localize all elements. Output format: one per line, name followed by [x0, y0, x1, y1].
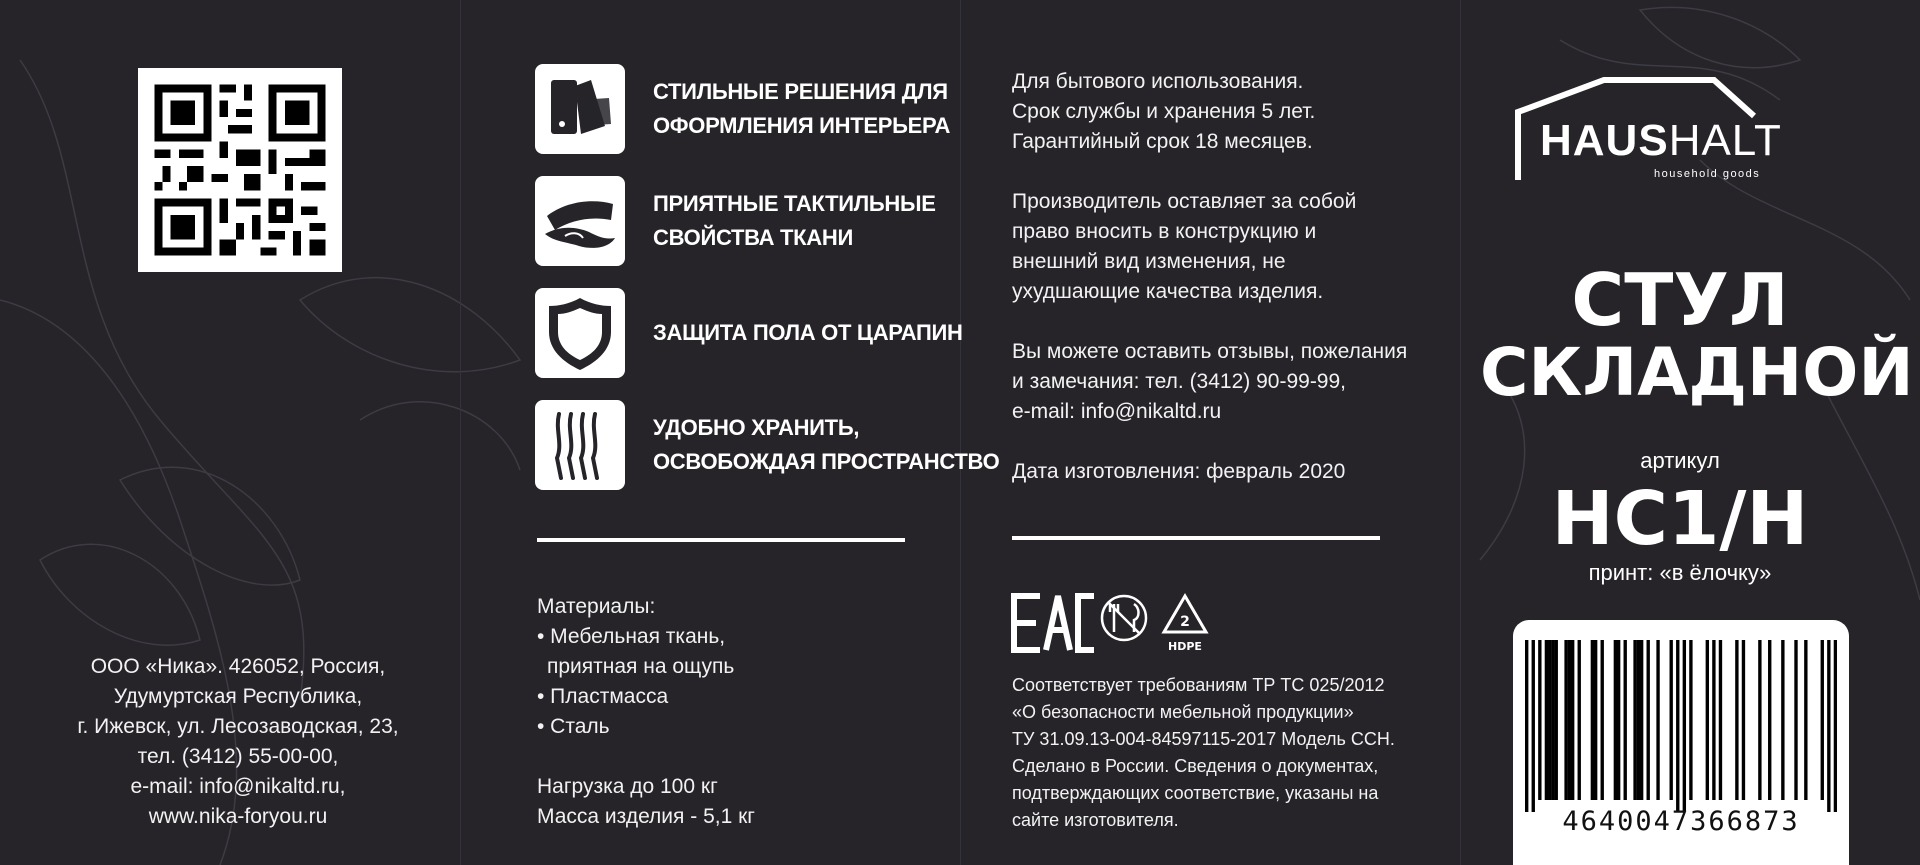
barcode-bar: [1545, 640, 1548, 800]
sku-code: HC1/H: [1551, 476, 1809, 562]
compliance-info: [1012, 672, 1395, 834]
product-info: [1012, 67, 1407, 517]
manufacture-date: [1012, 457, 1407, 487]
address-email-link[interactable]: e-mail: info@nikaltd.ru,: [130, 775, 346, 798]
barcode-bar: [1735, 640, 1738, 800]
info-line: Срок службы и хранения 5 лет.: [1012, 100, 1316, 123]
barcode-bar: [1834, 640, 1837, 812]
info-line: Гарантийный срок 18 месяцев.: [1012, 130, 1313, 153]
feature-line: УДОБНО ХРАНИТЬ,: [653, 415, 860, 440]
barcode-bar: [1637, 640, 1640, 800]
feedback-contacts: [1012, 337, 1407, 427]
barcode-bar: [1821, 640, 1824, 800]
product-specs: [537, 772, 755, 832]
barcode-bar: [1538, 640, 1541, 800]
manufacturer-rights: [1012, 187, 1407, 307]
compliance-line: Соответствует требованиям ТР ТС 025/2012: [1012, 675, 1385, 695]
info-line: Производитель оставляет за собой: [1012, 190, 1357, 213]
barcode-bar: [1719, 640, 1722, 800]
recycle-number: 2: [1180, 614, 1190, 630]
barcode-bar: [1768, 640, 1771, 800]
barcode-bar: [1578, 640, 1581, 800]
barcode-bar: [1758, 640, 1761, 800]
materials-item: • Мебельная ткань,: [537, 625, 726, 648]
materials-list: [537, 592, 734, 742]
barcode-bar: [1742, 640, 1745, 800]
barcode-bar: [1525, 640, 1528, 812]
product-title-line2: СКЛАДНОЙ: [1480, 334, 1914, 411]
brand-name-light: HALT: [1668, 116, 1782, 165]
barcode-bar: [1804, 640, 1807, 800]
barcode-bar: [1564, 640, 1567, 800]
barcode-bar: [1683, 640, 1686, 812]
barcode-bar: [1568, 640, 1571, 800]
feature-storage: [535, 400, 1000, 490]
materials-heading: Материалы:: [537, 595, 656, 618]
barcode-bar: [1614, 640, 1617, 800]
address-line: г. Ижевск, ул. Лесозаводская, 23,: [77, 715, 399, 738]
barcode-bar: [1617, 640, 1620, 800]
barcode-bar: [1548, 640, 1551, 800]
compliance-line: ТУ 31.09.13-004-84597115-2017 Модель ССН.: [1012, 729, 1395, 749]
feature-text: [653, 411, 999, 479]
load-capacity: Нагрузка до 100 кг: [537, 775, 718, 798]
barcode-bar: [1656, 640, 1659, 800]
materials-item: • Пластмасса: [537, 685, 669, 708]
barcode-bar: [1640, 640, 1643, 800]
address-website-link[interactable]: www.nika-foryou.ru: [148, 805, 328, 828]
barcode-bar: [1647, 640, 1650, 800]
fold-line: [460, 0, 461, 865]
barcode-bar: [1781, 640, 1784, 800]
barcode-bar: [1571, 640, 1574, 800]
recycle-label: HDPE: [1168, 640, 1202, 653]
info-line: Вы можете оставить отзывы, пожелания: [1012, 340, 1408, 363]
barcode[interactable]: [1513, 620, 1849, 865]
usage-terms: [1012, 67, 1407, 157]
product-title-line1: СТУЛ: [1571, 258, 1789, 342]
sku-label: артикул: [1640, 448, 1720, 473]
feature-line: ОФОРМЛЕНИЯ ИНТЕРЬЕРА: [653, 113, 951, 138]
stacked-chairs-icon: [535, 400, 625, 490]
barcode-bar: [1670, 640, 1673, 800]
feature-line: ПРИЯТНЫЕ ТАКТИЛЬНЫЕ: [653, 191, 936, 216]
manufacturer-address: [70, 652, 406, 832]
barcode-bar: [1624, 640, 1627, 800]
feature-line: ОСВОБОЖДАЯ ПРОСТРАНСТВО: [653, 449, 1000, 474]
info-line: Для бытового использования.: [1012, 70, 1304, 93]
barcode-bar: [1676, 640, 1679, 812]
feature-text: [653, 187, 936, 255]
feature-line: СТИЛЬНЫЕ РЕШЕНИЯ ДЛЯ: [653, 79, 948, 104]
hand-fabric-icon: [535, 176, 625, 266]
feature-line: СВОЙСТВА ТКАНИ: [653, 225, 853, 250]
barcode-bar: [1601, 640, 1604, 800]
fold-line: [1460, 0, 1461, 865]
barcode-bar: [1633, 640, 1636, 800]
feature-text: [653, 75, 950, 143]
compliance-line: сайте изготовителя.: [1012, 810, 1179, 830]
feature-stylish: [535, 64, 951, 154]
barcode-bar: [1594, 640, 1597, 800]
barcode-bar: [1827, 640, 1830, 812]
print-pattern: принт: «в ёлочку»: [1588, 560, 1772, 585]
feedback-email-link[interactable]: e-mail: info@nikaltd.ru: [1012, 400, 1222, 423]
compliance-line: Сделано в России. Сведения о документах,: [1012, 756, 1379, 776]
fabric-swatches-icon: [535, 64, 625, 154]
address-line: ООО «Ника». 426052, Россия,: [90, 655, 386, 678]
barcode-bar: [1712, 640, 1715, 800]
barcode-bar: [1706, 640, 1709, 800]
barcode-bar: [1689, 640, 1692, 800]
materials-item: приятная на ощупь: [547, 655, 735, 678]
brand-tagline: household goods: [1654, 168, 1761, 180]
divider: [537, 538, 905, 542]
shield-icon: [535, 288, 625, 378]
feature-tactile: [535, 176, 936, 266]
address-line: Удумуртская Республика,: [113, 685, 363, 708]
qr-code[interactable]: [138, 68, 342, 272]
info-line: ухудшающие качества изделия.: [1012, 280, 1324, 303]
eac-mark-icon: [1014, 596, 1094, 650]
info-line: и замечания: тел. (3412) 90-99-99,: [1012, 370, 1347, 393]
barcode-bar: [1551, 640, 1554, 800]
feature-line: ЗАЩИТА ПОЛА ОТ ЦАРАПИН: [653, 320, 963, 345]
brand-name: [1540, 118, 1782, 164]
feature-text: [653, 316, 963, 350]
info-line: право вносить в конструкцию и: [1012, 220, 1317, 243]
certification-marks: [1010, 588, 1240, 658]
compliance-line: подтверждающих соответствие, указаны на: [1012, 783, 1379, 803]
divider: [1012, 536, 1380, 540]
barcode-bars: [1525, 640, 1837, 812]
info-line: Дата изготовления: февраль 2020: [1012, 460, 1346, 483]
product-weight: Масса изделия - 5,1 кг: [537, 805, 755, 828]
materials-item: • Сталь: [537, 715, 610, 738]
address-phone: тел. (3412) 55-00-00,: [137, 745, 339, 768]
brand-logo: [1514, 76, 1844, 186]
not-food-contact-icon: [1102, 596, 1146, 640]
brand-name-bold: HAUS: [1540, 116, 1669, 165]
info-line: внешний вид изменения, не: [1012, 250, 1286, 273]
barcode-bar: [1532, 640, 1535, 812]
feature-floor-protection: [535, 288, 963, 378]
compliance-line: «О безопасности мебельной продукции»: [1012, 702, 1354, 722]
barcode-digits: 4640047366873: [1562, 806, 1800, 837]
barcode-bar: [1555, 640, 1558, 800]
barcode-bar: [1591, 640, 1594, 800]
barcode-bar: [1794, 640, 1797, 800]
